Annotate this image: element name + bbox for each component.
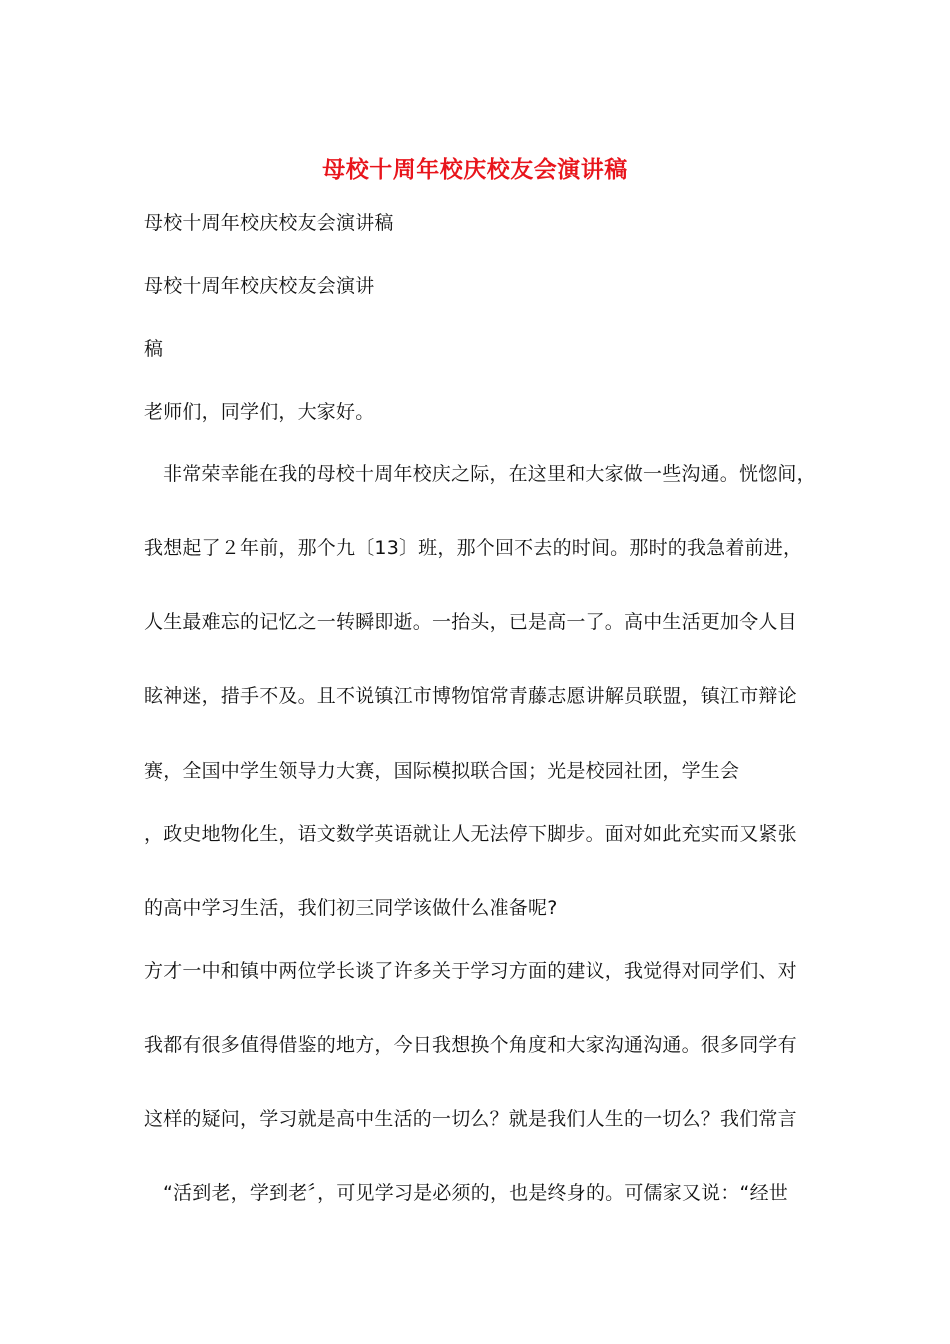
body-line-4: 老师们，同学们，大家好。 — [144, 401, 375, 423]
body-line-9: 赛，全国中学生领导力大赛，国际模拟联合国；光是校园社团，学生会 — [144, 760, 740, 782]
body-line-5: 非常荣幸能在我的母校十周年校庆之际，在这里和大家做一些沟通。恍惚间， — [163, 463, 816, 485]
body-line-1: 母校十周年校庆校友会演讲稿 — [144, 212, 394, 234]
body-line-11: 的高中学习生活，我们初三同学该做什么准备呢? — [144, 897, 558, 919]
body-line-12: 方才一中和镇中两位学长谈了许多关于学习方面的建议，我觉得对同学们、对 — [144, 960, 797, 982]
body-line-8: 眩神迷，措手不及。且不说镇江市博物馆常青藤志愿讲解员联盟，镇江市辩论 — [144, 685, 797, 707]
body-line-2: 母校十周年校庆校友会演讲 — [144, 275, 375, 297]
body-line-13: 我都有很多值得借鉴的地方，今日我想换个角度和大家沟通沟通。很多同学有 — [144, 1034, 797, 1056]
document-title: 母校十周年校庆校友会演讲稿 — [322, 156, 628, 183]
body-line-7: 人生最难忘的记忆之一转瞬即逝。一抬头，已是高一了。高中生活更加令人目 — [144, 611, 797, 633]
body-line-15: “活到老，学到老〞，可见学习是必须的，也是终身的。可儒家又说：“经世 — [163, 1182, 788, 1204]
body-line-3: 稿 — [144, 338, 164, 360]
body-line-14: 这样的疑问，学习就是高中生活的一切么？就是我们人生的一切么？我们常言 — [144, 1108, 797, 1130]
body-line-6: 我想起了２年前，那个九〔13〕班，那个回不去的时间。那时的我急着前进， — [144, 537, 803, 559]
body-line-10: ，政史地物化生，语文数学英语就让人无法停下脚步。面对如此充实而又紧张 — [144, 823, 797, 845]
